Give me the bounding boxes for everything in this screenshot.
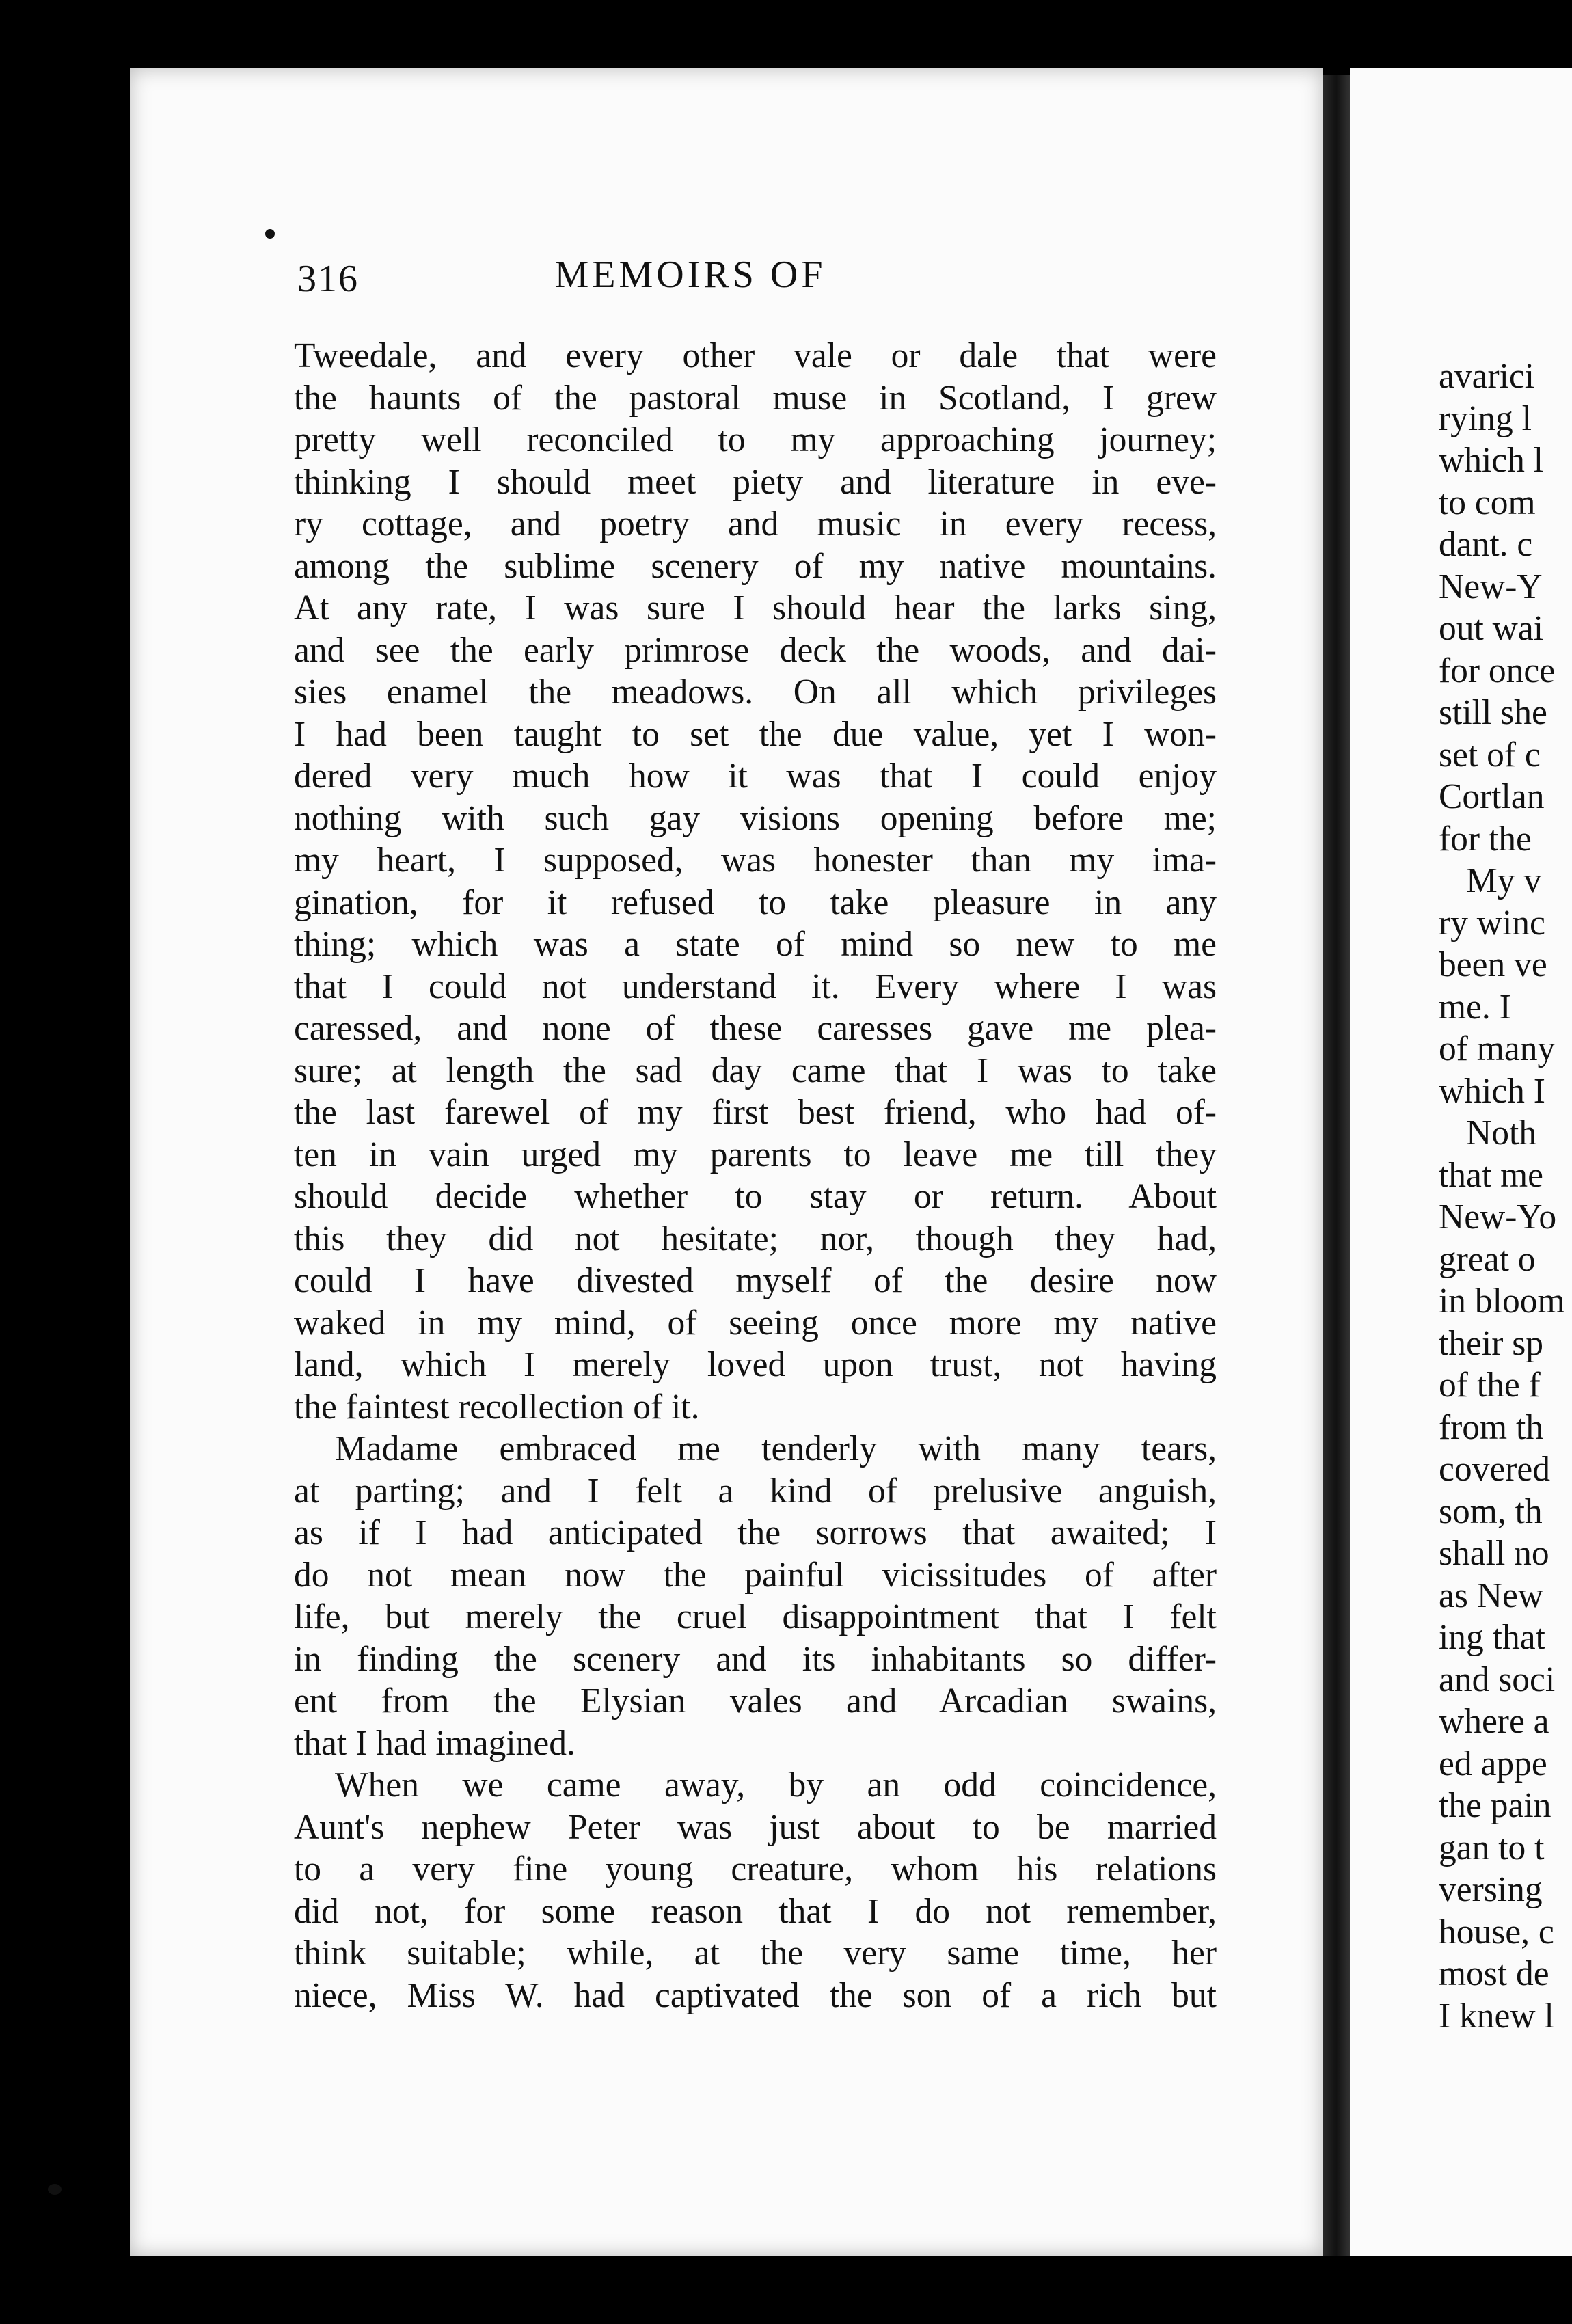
- text-line: Cortlan: [1439, 777, 1545, 816]
- text-line: thinking I should meet piety and literature in eve-: [294, 462, 1217, 502]
- text-line: house, c: [1439, 1912, 1554, 1951]
- text-line: som, th: [1439, 1491, 1543, 1531]
- text-line: as if I had anticipated the sorrows that awaited; I: [294, 1513, 1217, 1552]
- text-line: I had been taught to set the due value, yet I won-: [294, 714, 1217, 754]
- text-line: and see the early primrose deck the woods, and dai-: [294, 630, 1217, 670]
- running-head: MEMOIRS OF: [554, 254, 826, 296]
- text-line: sies enamel the meadows. On all which privileges: [294, 673, 1217, 712]
- text-line: I knew l: [1439, 1996, 1554, 2036]
- text-line: sure; at length the sad day came that I was to take: [294, 1051, 1217, 1090]
- page-header: [164, 253, 1217, 314]
- text-line: niece, Miss W. had captivated the son of a rich but: [294, 1975, 1217, 2015]
- text-line: the pain: [1439, 1786, 1551, 1825]
- text-line: the last farewel of my first best friend, who had of-: [294, 1093, 1217, 1132]
- text-line: still she: [1439, 693, 1547, 732]
- page-number: 316: [297, 258, 359, 300]
- text-line: shall no: [1439, 1534, 1549, 1573]
- ink-speck: [48, 2184, 62, 2195]
- text-line: me. I: [1439, 987, 1511, 1027]
- text-line: most de: [1439, 1954, 1549, 1993]
- text-line: Noth: [1466, 1113, 1536, 1152]
- text-line: at parting; and I felt a kind of prelusive anguish,: [294, 1471, 1217, 1511]
- text-line: Aunt's nephew Peter was just about to be married: [294, 1807, 1217, 1847]
- text-line: from th: [1439, 1407, 1544, 1447]
- text-line: great o: [1439, 1239, 1536, 1279]
- text-line: in finding the scenery and its inhabitants so differ-: [294, 1639, 1217, 1679]
- text-line: their sp: [1439, 1323, 1544, 1363]
- text-line: the faintest recollection of it.: [294, 1387, 700, 1427]
- text-line: that I had imagined.: [294, 1723, 575, 1763]
- text-line: ing that: [1439, 1618, 1545, 1657]
- text-line: where a: [1439, 1702, 1549, 1741]
- text-line: ent from the Elysian vales and Arcadian swains,: [294, 1681, 1217, 1720]
- right-page-text: [1439, 355, 1572, 2037]
- text-line: nothing with such gay visions opening before me;: [294, 798, 1217, 838]
- text-line: in bloom: [1439, 1282, 1565, 1321]
- text-line: that me: [1439, 1155, 1544, 1195]
- ink-speck: [265, 229, 275, 239]
- text-line: When we came away, by an odd coincidence,: [335, 1766, 1217, 1805]
- text-line: thing; which was a state of mind so new to me: [294, 925, 1217, 964]
- text-line: this they did not hesitate; nor, though they had,: [294, 1219, 1217, 1258]
- text-line: the haunts of the pastoral muse in Scotland, I grew: [294, 378, 1217, 418]
- text-line: which l: [1439, 441, 1544, 480]
- text-line: dant. c: [1439, 525, 1533, 564]
- text-line: did not, for some reason that I do not remember,: [294, 1891, 1217, 1931]
- text-line: ry winc: [1439, 903, 1545, 943]
- text-line: been ve: [1439, 945, 1547, 984]
- text-line: life, but merely the cruel disappointment that I felt: [294, 1597, 1217, 1636]
- text-line: for the: [1439, 819, 1532, 859]
- text-line: should decide whether to stay or return. About: [294, 1177, 1217, 1216]
- text-line: my heart, I supposed, was honester than my ima-: [294, 841, 1217, 880]
- text-line: waked in my mind, of seeing once more my native: [294, 1303, 1217, 1342]
- book-gutter: [1323, 75, 1350, 2256]
- text-line: covered: [1439, 1450, 1550, 1489]
- text-line: versing: [1439, 1870, 1543, 1909]
- text-line: as New: [1439, 1576, 1544, 1615]
- text-line: out wai: [1439, 609, 1544, 648]
- text-line: My v: [1466, 861, 1542, 900]
- text-line: avarici: [1439, 357, 1535, 396]
- text-line: to a very fine young creature, whom his relations: [294, 1850, 1217, 1889]
- text-line: which I: [1439, 1071, 1545, 1111]
- text-line: set of c: [1439, 735, 1541, 774]
- text-line: ry cottage, and poetry and music in every recess,: [294, 504, 1217, 543]
- text-line: think suitable; while, at the very same time, her: [294, 1934, 1217, 1973]
- left-page-text: [294, 335, 1217, 2016]
- text-line: pretty well reconciled to my approaching journey;: [294, 420, 1217, 459]
- text-line: New-Yo: [1439, 1198, 1557, 1237]
- text-line: land, which I merely loved upon trust, not having: [294, 1345, 1217, 1384]
- text-line: Tweedale, and every other vale or dale that were: [294, 336, 1217, 375]
- text-line: of many: [1439, 1029, 1556, 1068]
- text-line: ten in vain urged my parents to leave me till they: [294, 1135, 1217, 1174]
- text-line: ed appe: [1439, 1744, 1547, 1783]
- text-line: for once: [1439, 651, 1556, 690]
- text-line: caressed, and none of these caresses gave me plea-: [294, 1009, 1217, 1048]
- text-line: and soci: [1439, 1660, 1556, 1699]
- text-line: could I have divested myself of the desire now: [294, 1261, 1217, 1300]
- text-line: of the f: [1439, 1366, 1541, 1405]
- text-line: gan to t: [1439, 1828, 1545, 1867]
- text-line: gination, for it refused to take pleasure in any: [294, 882, 1217, 922]
- text-line: New-Y: [1439, 567, 1543, 606]
- text-line: Madame embraced me tenderly with many tears,: [335, 1429, 1217, 1468]
- text-line: do not mean now the painful vicissitudes of after: [294, 1555, 1217, 1595]
- text-line: At any rate, I was sure I should hear the larks sing,: [294, 589, 1217, 627]
- text-line: rying l: [1439, 398, 1532, 438]
- text-line: to com: [1439, 483, 1536, 522]
- text-line: among the sublime scenery of my native mountains.: [294, 546, 1217, 586]
- text-line: dered very much how it was that I could enjoy: [294, 757, 1217, 796]
- text-line: that I could not understand it. Every where I was: [294, 967, 1217, 1006]
